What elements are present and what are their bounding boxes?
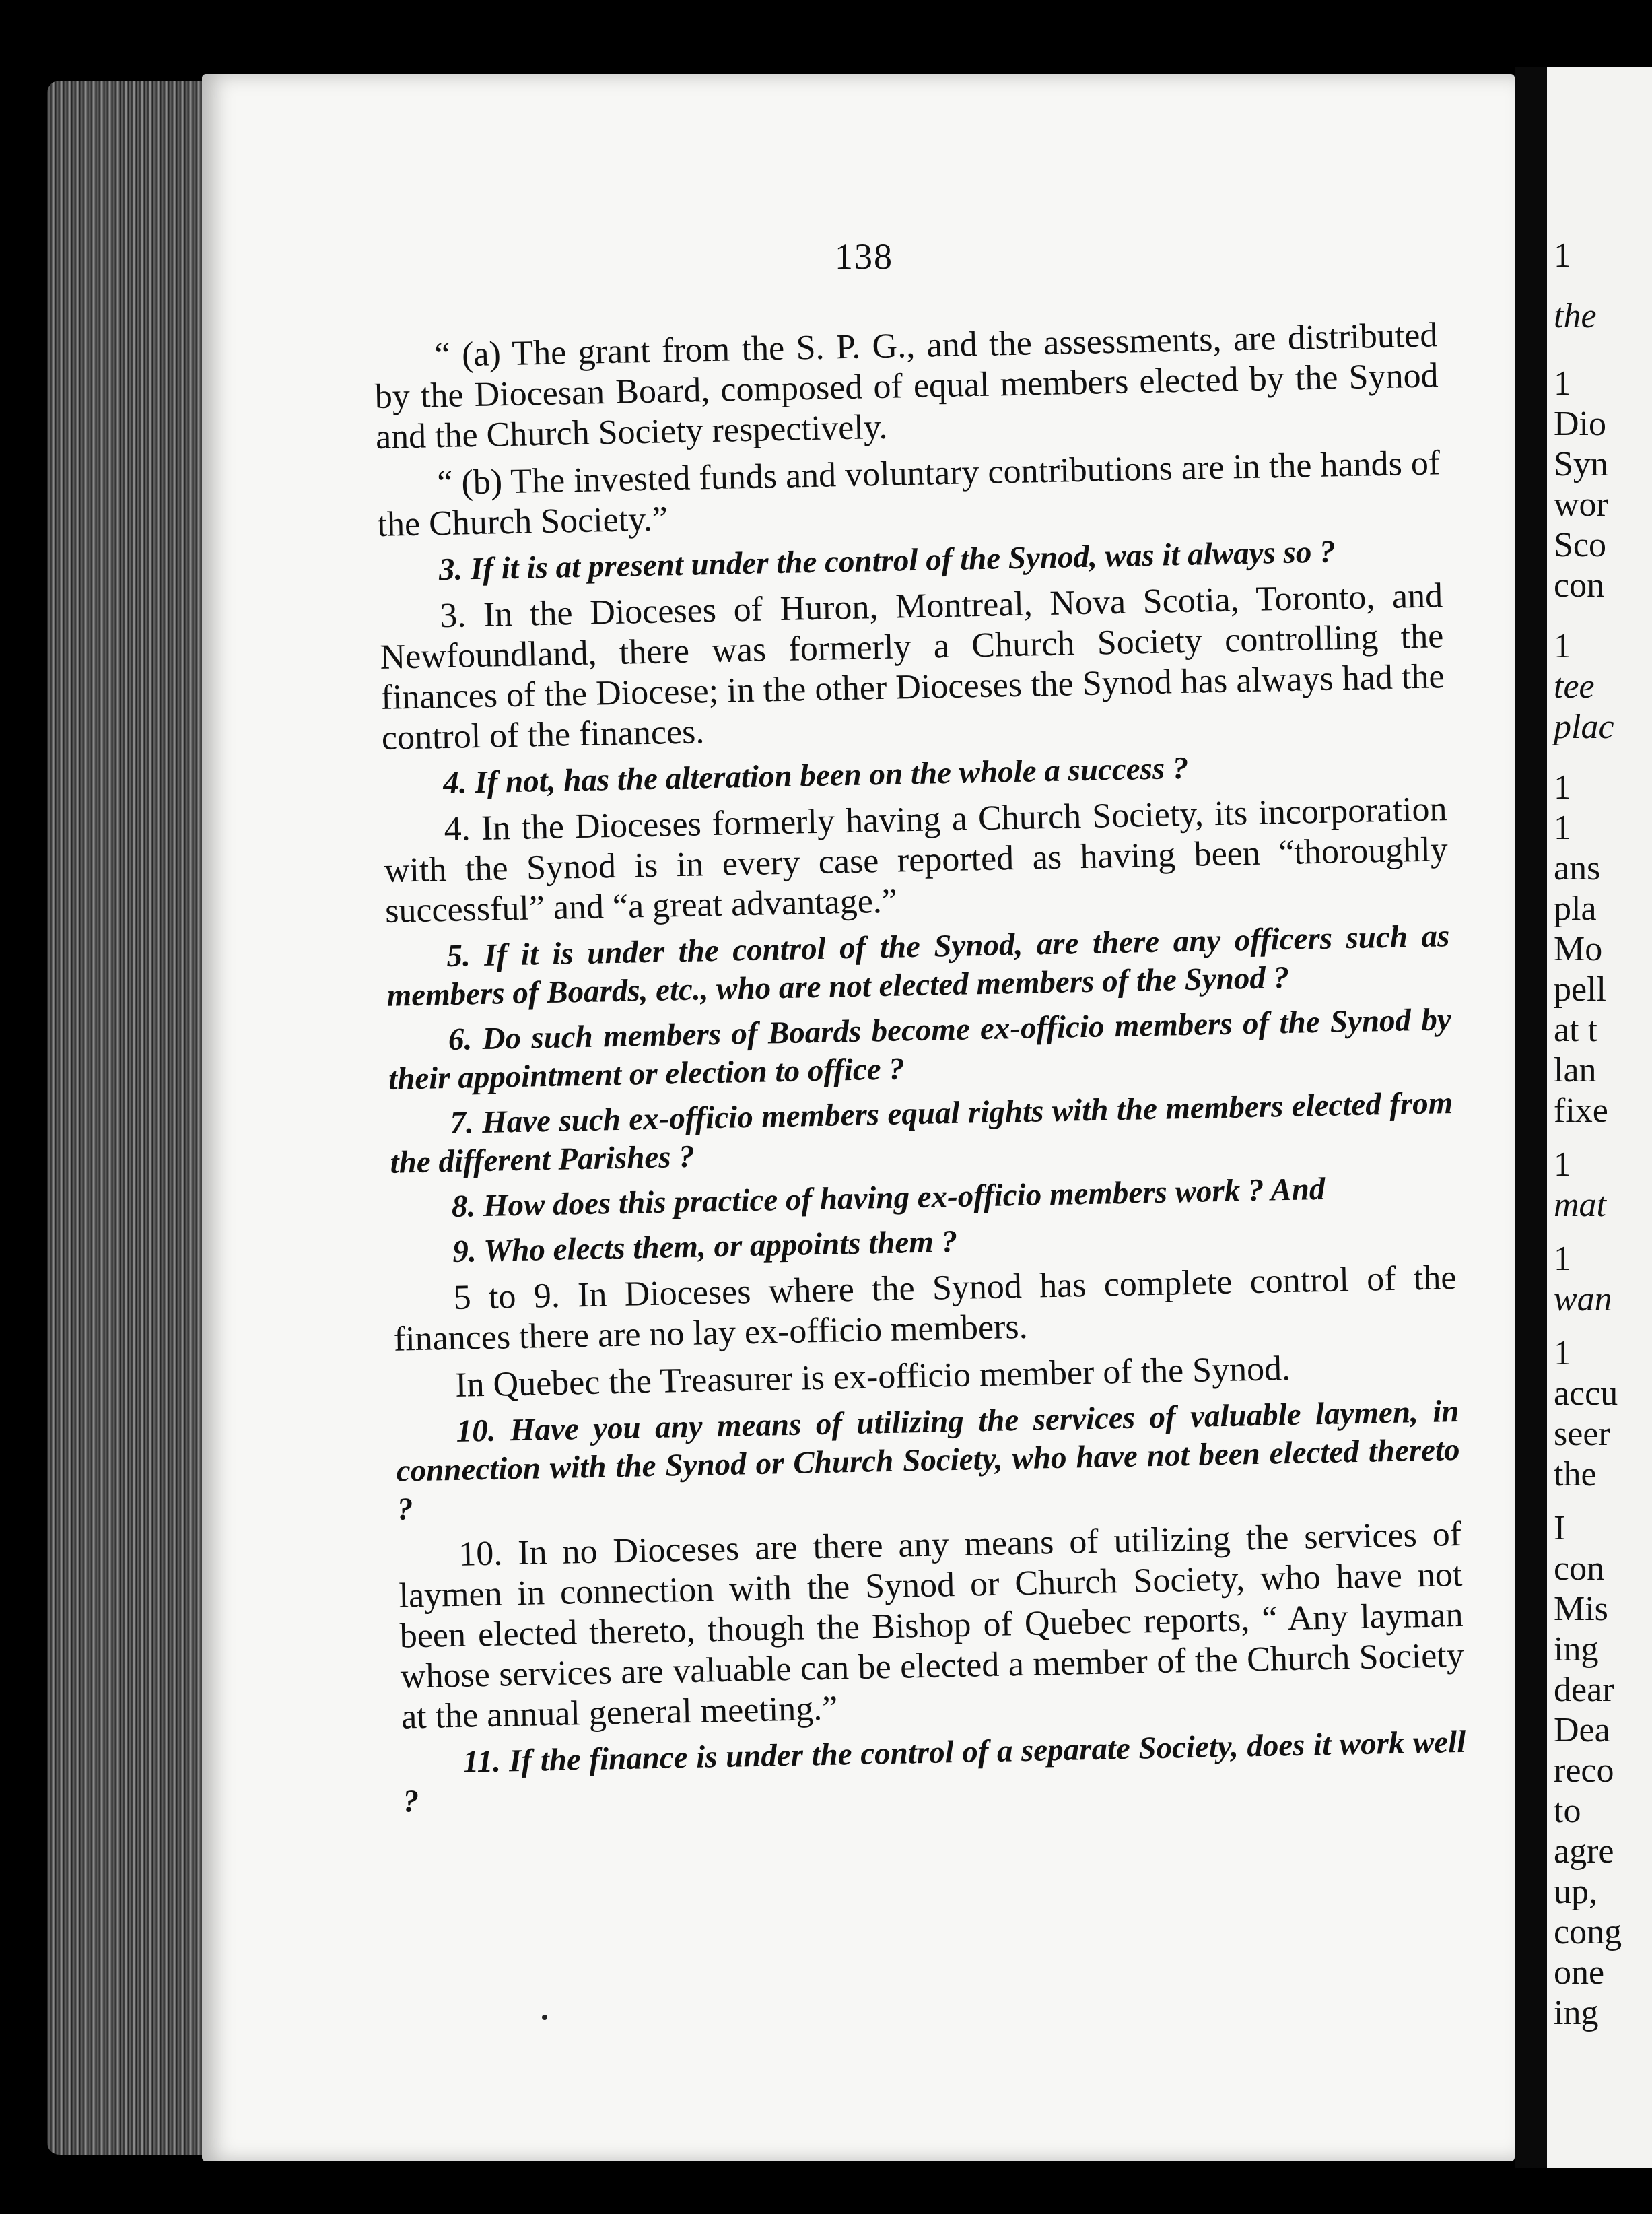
right-page-text-fragment: ans	[1554, 849, 1601, 887]
right-page-text-fragment: wor	[1554, 485, 1608, 524]
right-page-text-fragment: up,	[1554, 1873, 1597, 1911]
right-page-text-fragment: I	[1554, 1509, 1566, 1547]
right-page-text-fragment: agre	[1554, 1832, 1614, 1871]
right-page-text-fragment: Sco	[1554, 526, 1606, 564]
right-page-text-fragment: 1	[1554, 1240, 1571, 1278]
right-page-text-fragment: reco	[1554, 1751, 1614, 1790]
right-page-text-fragment: the	[1554, 1455, 1597, 1494]
answer-paragraph: “ (a) The grant from the S. P. G., and the assessments, are distributed by the Diocesan Board, composed of equal members elected by the Synod and the Church Society respectively.	[374, 316, 1439, 457]
right-page-text-fragment: 1	[1554, 768, 1571, 807]
right-page-text-fragment: tee	[1554, 667, 1595, 706]
answer-paragraph: In Quebec the Treasurer is ex-officio member of the Synod.	[454, 1349, 1291, 1405]
right-page-text-fragment: 1	[1554, 809, 1571, 847]
right-page-text-fragment: con	[1554, 566, 1605, 605]
ink-speck	[542, 2015, 547, 2020]
page-number: 138	[835, 236, 893, 277]
right-page-text-fragment: fixe	[1554, 1092, 1608, 1130]
right-page-text-fragment: Mis	[1554, 1590, 1608, 1628]
book-page-right	[1547, 67, 1652, 2168]
right-page-text-fragment: Syn	[1554, 445, 1608, 483]
right-page-text-fragment: pla	[1554, 890, 1597, 928]
right-page-text-fragment: 1	[1554, 364, 1571, 403]
right-page-text-fragment: plac	[1554, 708, 1614, 746]
question-paragraph: 3. If it is at present under the control of the Synod, was it always so ?	[438, 534, 1336, 588]
right-page-text-fragment: con	[1554, 1549, 1605, 1588]
right-page-text-fragment: ing	[1554, 1994, 1599, 2032]
book-page-edges	[47, 81, 222, 2155]
right-page-text-fragment: pell	[1554, 970, 1606, 1009]
right-page-text-fragment: cong	[1554, 1913, 1622, 1951]
answer-paragraph: “ (b) The invested funds and voluntary contributions are in the hands of the Church Society.”	[377, 444, 1441, 544]
question-paragraph: 7. Have such ex-officio members equal rights with the members elected from the different Parishes ?	[390, 1085, 1453, 1180]
right-page-text-fragment: Dio	[1554, 405, 1606, 443]
right-page-text-fragment: seer	[1554, 1415, 1610, 1453]
page-text-block	[374, 315, 1467, 1827]
answer-paragraph: 5 to 9. In Dioceses where the Synod has complete control of the finances there are no lay ex-officio members.	[393, 1259, 1457, 1359]
right-page-text-fragment: mat	[1554, 1186, 1606, 1224]
answer-paragraph: 4. In the Dioceses formerly having a Church Society, its incorporation with the Synod is in every case reported as having been “thoroughly successful” and “a great advantage.”	[384, 790, 1449, 931]
right-page-text-fragment: lan	[1554, 1051, 1597, 1089]
question-paragraph: 10. Have you any means of utilizing the services of valuable laymen, in connection with the Synod or Church Society, who have not been elected thereto ?	[396, 1393, 1461, 1527]
question-paragraph: 8. How does this practice of having ex-officio members work ? And	[451, 1171, 1326, 1224]
right-page-text-fragment: one	[1554, 1953, 1605, 1992]
right-page-text-fragment: to	[1554, 1792, 1581, 1830]
question-paragraph: 6. Do such members of Boards become ex-officio members of the Synod by their appointment or election to office ?	[388, 1002, 1452, 1097]
right-page-text-fragment: 1	[1554, 236, 1571, 275]
right-page-text-fragment: at t	[1554, 1011, 1597, 1049]
right-page-text-fragment: Dea	[1554, 1711, 1610, 1749]
right-page-text-fragment: Mo	[1554, 930, 1603, 968]
right-page-text-fragment: dear	[1554, 1671, 1614, 1709]
right-page-text-fragment: 1	[1554, 627, 1571, 665]
question-paragraph: 11. If the finance is under the control of a separate Society, does it work well ?	[403, 1724, 1466, 1819]
right-page-text-fragment: 1	[1554, 1145, 1571, 1184]
question-paragraph: 5. If it is under the control of the Synod, are there any officers such as members of Boards, etc., who are not elected members of the Synod ?	[386, 918, 1450, 1013]
right-page-text-fragment: 1	[1554, 1334, 1571, 1372]
right-page-text-fragment: ing	[1554, 1630, 1599, 1669]
question-paragraph: 9. Who elects them, or appoints them ?	[452, 1223, 958, 1269]
book-gutter	[1515, 67, 1547, 2168]
right-page-text-fragment: accu	[1554, 1374, 1618, 1413]
answer-paragraph: 10. In no Dioceses are there any means of utilizing the services of laymen in connection with the Synod or Church Society, who have not been elected thereto, though the Bishop of Quebec reports, “ Any layman whose services are valuable can be elected a member of the Church Society at the annual general meeting.”	[398, 1514, 1465, 1737]
answer-paragraph: 3. In the Dioceses of Huron, Montreal, Nova Scotia, Toronto, and Newfoundland, there was formerly a Church Society controlling the finances of the Diocese; in the other Dioceses the Synod has always had the control of the finances.	[379, 576, 1445, 758]
right-page-text-fragment: wan	[1554, 1280, 1612, 1318]
right-page-text-fragment: the	[1554, 297, 1597, 335]
question-paragraph: 4. If not, has the alteration been on the whole a success ?	[442, 750, 1189, 801]
